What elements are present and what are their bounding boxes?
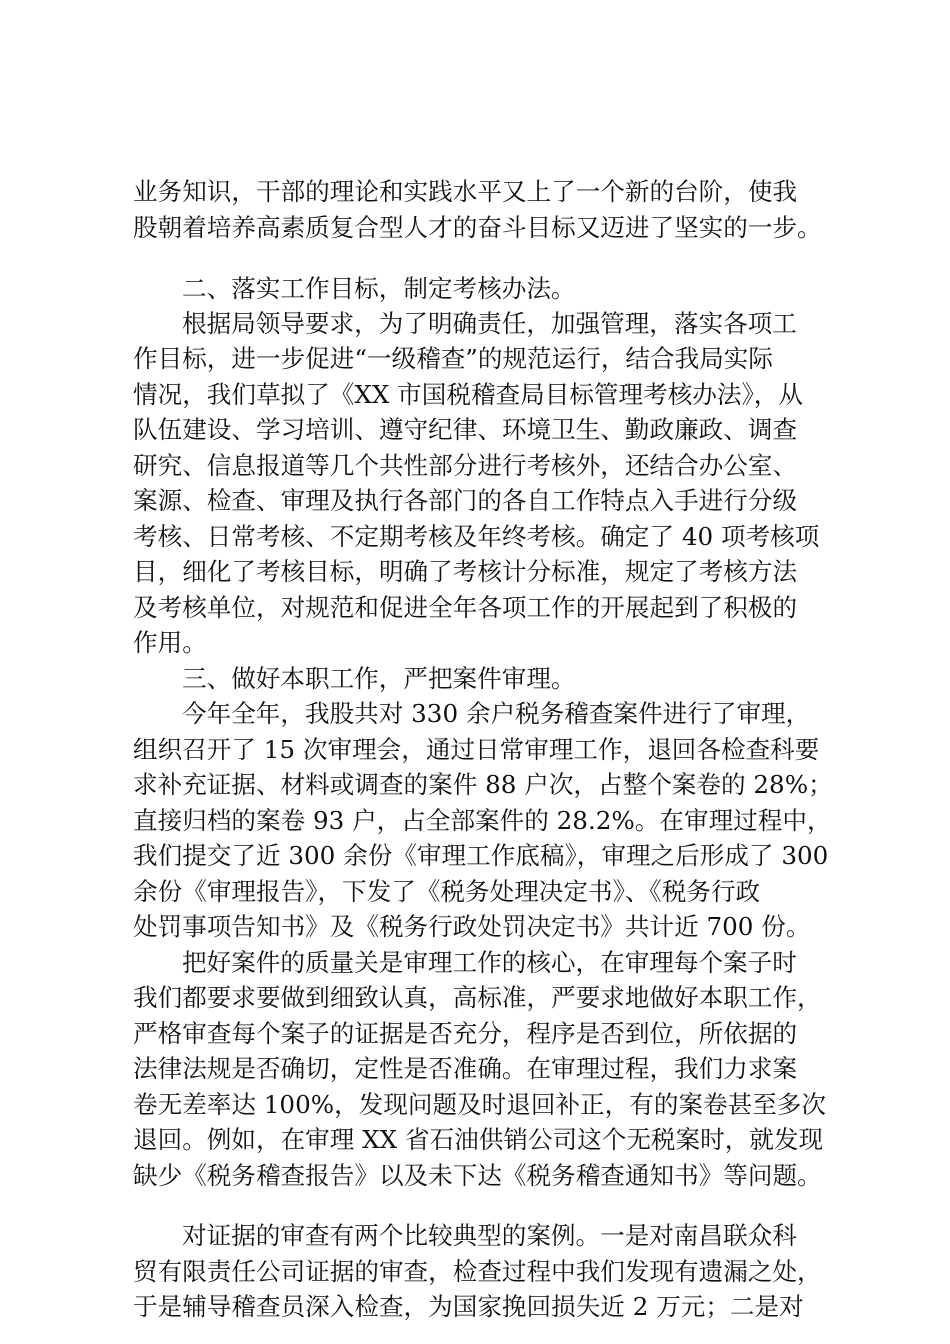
text-line: 余份《审理报告》，下发了《税务处理决定书》、《税务行政 <box>133 877 761 906</box>
text-line: 把好案件的质量关是审理工作的核心，在审理每个案子时 <box>182 948 797 977</box>
text-line: 及考核单位，对规范和促进全年各项工作的开展起到了积极的 <box>133 593 798 622</box>
text-line: 缺少《税务稽查报告》以及未下达《税务稽查通知书》等问题。 <box>133 1161 822 1190</box>
text-line: 法律法规是否确切，定性是否准确。在审理过程，我们力求案 <box>133 1054 798 1083</box>
text-line: 处罚事项告知书》及《税务行政处罚决定书》共计近 700 份。 <box>133 912 811 941</box>
text-line: 作目标，进一步促进“一级稽查”的规范运行，结合我局实际 <box>133 344 773 373</box>
text-line: 我们提交了近 300 余份《审理工作底稿》，审理之后形成了 300 <box>133 841 829 870</box>
text-line: 作用。 <box>133 628 207 657</box>
text-line: 研究、信息报道等几个共性部分进行考核外，还结合办公室、 <box>133 451 798 480</box>
text-line: 直接归档的案卷 93 户，占全部案件的 28.2%。在审理过程中， <box>133 806 832 835</box>
text-line: 根据局领导要求，为了明确责任，加强管理，落实各项工 <box>182 309 797 338</box>
text-line: 求补充证据、材料或调查的案件 88 户次，占整个案卷的 28%； <box>133 770 833 799</box>
text-line: 组织召开了 15 次审理会，通过日常审理工作，退回各检查科要 <box>133 735 820 764</box>
text-line: 退回。例如，在审理 XX 省石油供销公司这个无税案时，就发现 <box>133 1125 824 1154</box>
text-line: 今年全年，我股共对 330 余户税务稽查案件进行了审理， <box>182 699 811 728</box>
body-text <box>133 0 833 1344</box>
text-line: 严格审查每个案子的证据是否充分，程序是否到位，所依据的 <box>133 1019 798 1048</box>
text-line: 于是辅导稽查员深入检查，为国家挽回损失近 2 万元；二是对 <box>133 1292 804 1321</box>
text-line: 考核、日常考核、不定期考核及年终考核。确定了 40 项考核项 <box>133 522 820 551</box>
text-line: 我们都要求要做到细致认真，高标准，严要求地做好本职工作， <box>133 983 822 1012</box>
text-line: 队伍建设、学习培训、遵守纪律、环境卫生、勤政廉政、调查 <box>133 415 798 444</box>
text-line: 股朝着培养高素质复合型人才的奋斗目标又迈进了坚实的一步。 <box>133 213 822 242</box>
section-heading: 二、落实工作目标，制定考核办法。 <box>182 274 576 303</box>
text-line: 情况，我们草拟了《XX 市国税稽查局目标管理考核办法》，从 <box>133 380 803 409</box>
text-line: 贸有限责任公司证据的审查，检查过程中我们发现有遗漏之处， <box>133 1257 822 1286</box>
text-line: 案源、检查、审理及执行各部门的各自工作特点入手进行分级 <box>133 486 798 515</box>
text-line: 业务知识，干部的理论和实践水平又上了一个新的台阶，使我 <box>133 177 798 206</box>
text-line: 卷无差率达 100%，发现问题及时退回补正，有的案卷甚至多次 <box>133 1090 826 1119</box>
section-heading: 三、做好本职工作，严把案件审理。 <box>182 664 576 693</box>
text-line: 对证据的审查有两个比较典型的案例。一是对南昌联众科 <box>182 1221 797 1250</box>
text-line: 目，细化了考核目标，明确了考核计分标准，规定了考核方法 <box>133 557 798 586</box>
